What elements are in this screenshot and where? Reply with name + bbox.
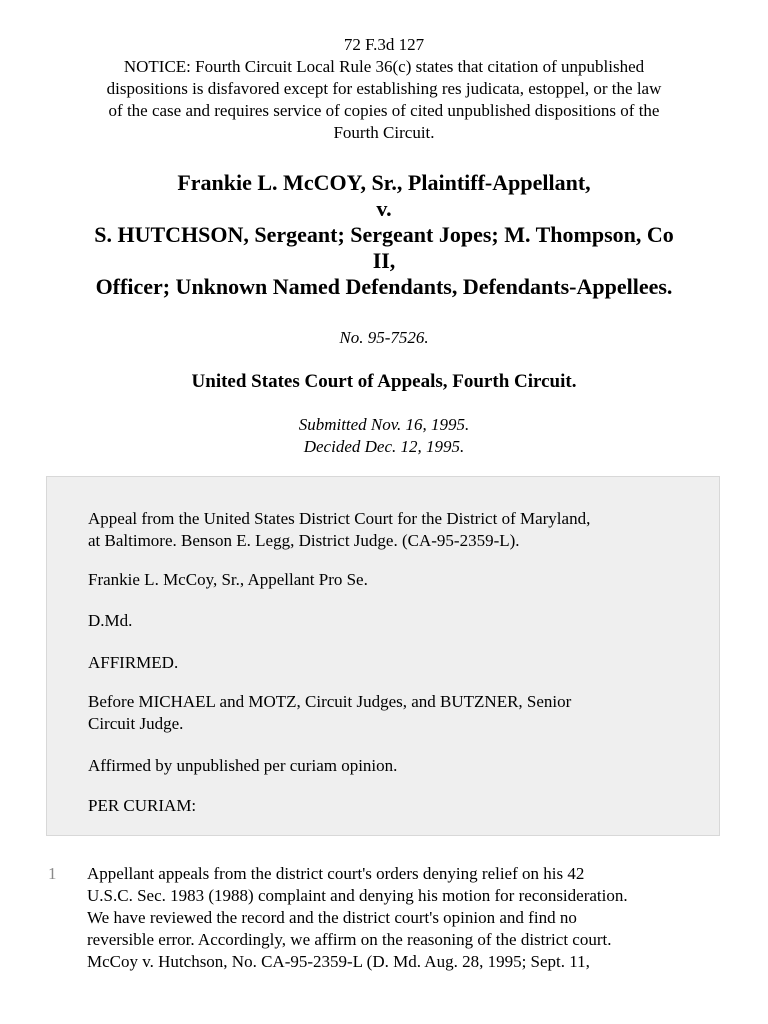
opinion-line-3: We have reviewed the record and the district court's opinion and find no xyxy=(87,908,577,927)
decided-date: Decided Dec. 12, 1995. xyxy=(303,437,465,456)
caption-line-plaintiff: Frankie L. McCOY, Sr., Plaintiff-Appellant, xyxy=(177,170,591,195)
opinion-paragraph xyxy=(87,863,727,973)
notice-line-2: dispositions is disfavored except for establishing res judicata, estoppel, or the law xyxy=(106,79,662,98)
appeal-line-2: at Baltimore. Benson E. Legg, District Judge. (CA-95-2359-L). xyxy=(88,531,520,550)
docket-number: No. 95-7526. xyxy=(339,328,429,347)
panel-line-1: Before MICHAEL and MOTZ, Circuit Judges, and BUTZNER, Senior xyxy=(88,692,572,711)
per-curiam-label: PER CURIAM: xyxy=(88,796,197,815)
caption-line-defendants-3: Officer; Unknown Named Defendants, Defendants-Appellees. xyxy=(95,274,673,299)
submitted-date: Submitted Nov. 16, 1995. xyxy=(298,415,470,434)
notice-line-3: of the case and requires service of copies of cited unpublished dispositions of the xyxy=(108,101,660,120)
appellant-counsel: Frankie L. McCoy, Sr., Appellant Pro Se. xyxy=(88,570,368,589)
opinion-line-5: McCoy v. Hutchson, No. CA-95-2359-L (D. Md. Aug. 28, 1995; Sept. 11, xyxy=(87,952,590,971)
caption-line-versus: v. xyxy=(376,196,392,221)
court-name: United States Court of Appeals, Fourth Circuit. xyxy=(191,371,577,392)
appeal-line-1: Appeal from the United States District Court for the District of Maryland, xyxy=(88,509,591,528)
opinion-line-4: reversible error. Accordingly, we affirm on the reasoning of the district court. xyxy=(87,930,612,949)
opinion-type: Affirmed by unpublished per curiam opinion. xyxy=(88,756,398,775)
case-caption xyxy=(40,170,728,300)
opinion-line-2: U.S.C. Sec. 1983 (1988) complaint and denying his motion for reconsideration. xyxy=(87,886,628,905)
opinion-line-1: Appellant appeals from the district court's orders denying relief on his 42 xyxy=(87,864,585,883)
caption-line-defendants-2: II, xyxy=(372,248,396,273)
paragraph-number: 1 xyxy=(48,864,57,883)
document-header xyxy=(40,34,728,144)
district-abbrev: D.Md. xyxy=(88,611,133,630)
notice-line-4: Fourth Circuit. xyxy=(333,123,435,142)
case-summary-box xyxy=(46,476,720,836)
disposition: AFFIRMED. xyxy=(88,653,179,672)
case-dates xyxy=(40,414,728,458)
citation: 72 F.3d 127 xyxy=(343,35,425,54)
caption-line-defendants-1: S. HUTCHSON, Sergeant; Sergeant Jopes; M. Thompson, Co xyxy=(94,222,674,247)
panel-line-2: Circuit Judge. xyxy=(88,714,184,733)
notice-line-1: NOTICE: Fourth Circuit Local Rule 36(c) states that citation of unpublished xyxy=(123,57,645,76)
